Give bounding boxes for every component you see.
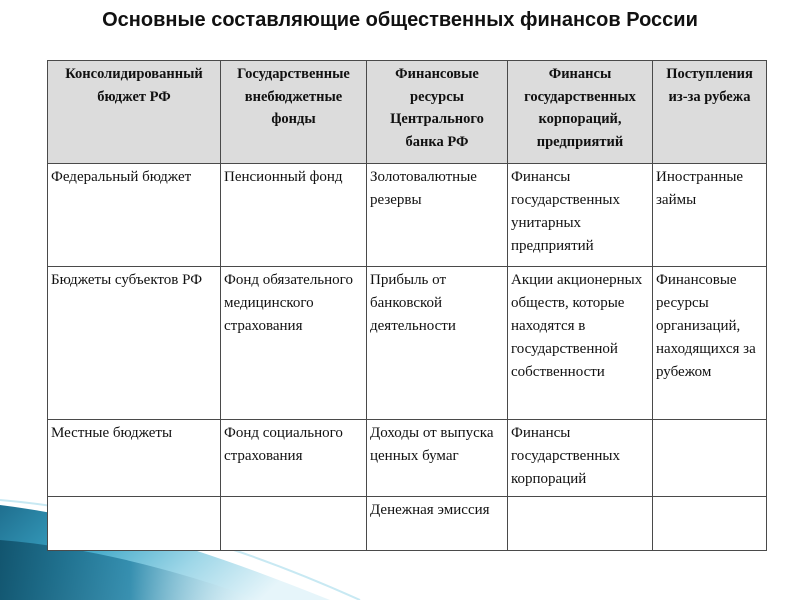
table-cell: Финансы государственных унитарных предприятий bbox=[508, 164, 653, 267]
header-state-corporations: Финансы государственных корпораций, предприятий bbox=[508, 61, 653, 164]
table-cell: Акции акционерных обществ, которые находятся в государственной собственности bbox=[508, 267, 653, 420]
table-cell: Местные бюджеты bbox=[48, 420, 221, 497]
table-cell: Денежная эмиссия bbox=[367, 497, 508, 551]
table-row bbox=[48, 420, 767, 497]
table-cell: Прибыль от банковской деятельности bbox=[367, 267, 508, 420]
finance-components-table bbox=[47, 60, 767, 551]
page-title: Основные составляющие общественных финансов России bbox=[102, 9, 698, 31]
table-cell bbox=[653, 497, 767, 551]
table-cell bbox=[653, 420, 767, 497]
table-cell bbox=[48, 497, 221, 551]
header-consolidated-budget: Консолидированный бюджет РФ bbox=[48, 61, 221, 164]
table-cell: Финансы государственных корпораций bbox=[508, 420, 653, 497]
table-cell: Доходы от выпуска ценных бумаг bbox=[367, 420, 508, 497]
table-row bbox=[48, 164, 767, 267]
table-cell: Пенсионный фонд bbox=[221, 164, 367, 267]
table-cell: Золотовалютные резервы bbox=[367, 164, 508, 267]
header-foreign-receipts: Поступления из-за рубежа bbox=[653, 61, 767, 164]
header-central-bank-resources: Финансовые ресурсы Центрального банка РФ bbox=[367, 61, 508, 164]
table-cell bbox=[508, 497, 653, 551]
table-cell: Фонд обязательного медицинского страхования bbox=[221, 267, 367, 420]
table-cell: Финансовые ресурсы организаций, находящихся за рубежом bbox=[653, 267, 767, 420]
table-cell: Федеральный бюджет bbox=[48, 164, 221, 267]
table-header-row bbox=[48, 61, 767, 164]
table-cell: Бюджеты субъектов РФ bbox=[48, 267, 221, 420]
table-cell bbox=[221, 497, 367, 551]
table-row bbox=[48, 497, 767, 551]
table-row bbox=[48, 267, 767, 420]
table-cell: Иностранные займы bbox=[653, 164, 767, 267]
table-cell: Фонд социального страхования bbox=[221, 420, 367, 497]
header-extrabudgetary-funds: Государственные внебюджетные фонды bbox=[221, 61, 367, 164]
